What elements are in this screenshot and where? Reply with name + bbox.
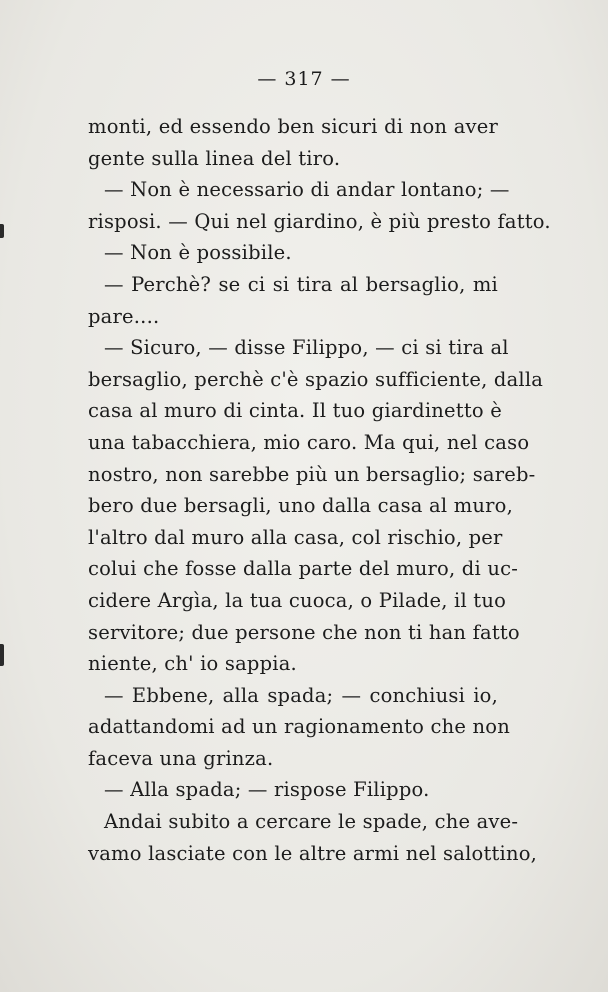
text-line: colui che fosse dalla parte del muro, di uc- xyxy=(88,557,518,581)
text-line: vamo lasciate con le altre armi nel salottino, xyxy=(88,841,538,865)
text-line: gente sulla linea del tiro. xyxy=(88,146,341,170)
text-line: servitore; due persone che non ti han fatto xyxy=(88,620,520,644)
edge-mark xyxy=(0,224,4,238)
text-line: — Sicuro, — disse Filippo, — ci si tira al xyxy=(104,336,509,360)
text-line: l'altro dal muro alla casa, col rischio, per xyxy=(88,525,503,549)
text-line: cidere Argìa, la tua cuoca, o Pilade, il tuo xyxy=(88,588,507,612)
text-line: — Perchè? se ci si tira al bersaglio, mi xyxy=(104,272,498,296)
text-line: faceva una grinza. xyxy=(88,746,274,770)
text-line: — Non è possibile. xyxy=(104,241,292,265)
text-line: monti, ed essendo ben sicuri di non aver xyxy=(88,115,498,138)
text-line: bero due bersagli, uno dalla casa al muro, xyxy=(88,494,514,518)
text-line: — Non è necessario di andar lontano; — xyxy=(104,178,510,202)
text-line: pare.... xyxy=(88,304,160,328)
text-line: adattandomi ad un ragionamento che non xyxy=(88,715,510,739)
text-line: nostro, non sarebbe più un bersaglio; sareb- xyxy=(88,462,536,486)
text-line: risposi. — Qui nel giardino, è più presto fatto. xyxy=(88,209,551,233)
body-text xyxy=(88,111,551,869)
page-number: — 317 — xyxy=(257,68,351,90)
edge-mark xyxy=(0,644,4,666)
text-line: casa al muro di cinta. Il tuo giardinetto è xyxy=(88,399,502,423)
text-line: — Ebbene, alla spada; — conchiusi io, xyxy=(104,683,498,707)
text-line: niente, ch' io sappia. xyxy=(88,652,297,676)
text-line: una tabacchiera, mio caro. Ma qui, nel caso xyxy=(88,430,530,454)
text-line: — Alla spada; — rispose Filippo. xyxy=(104,778,430,802)
text-line: Andai subito a cercare le spade, che ave- xyxy=(104,810,519,834)
text-line: bersaglio, perchè c'è spazio sufficiente, dalla xyxy=(88,367,544,391)
